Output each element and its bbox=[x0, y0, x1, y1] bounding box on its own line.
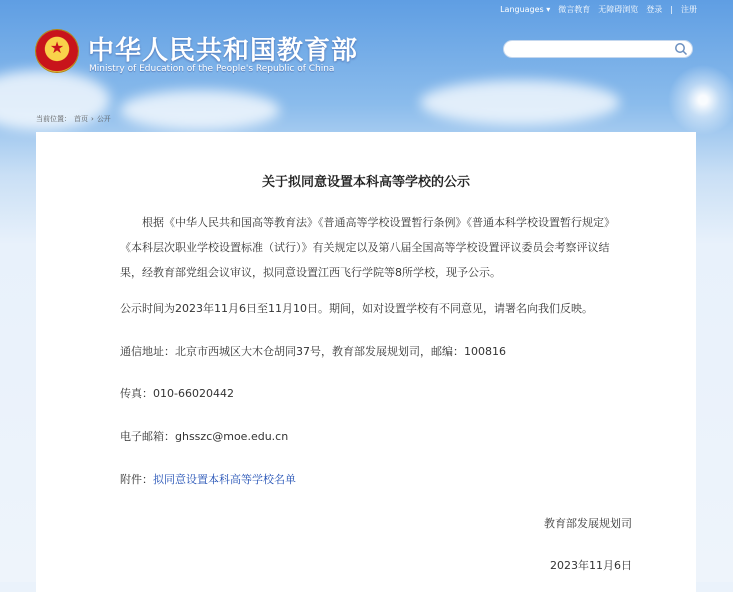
article-title: 关于拟同意设置本科高等学校的公示 bbox=[261, 175, 470, 190]
register-link[interactable]: 注册 bbox=[681, 5, 697, 14]
signature: 教育部发展规划司 bbox=[544, 517, 632, 530]
separator: | bbox=[670, 5, 673, 14]
breadcrumb-separator: › bbox=[91, 115, 94, 123]
site-subtitle: Ministry of Education of the People's Republic of China bbox=[89, 64, 335, 74]
notice-period: 公示时间为2023年11月6日至11月10日。期间，如对设置学校有不同意见，请署名向我们反映。 bbox=[120, 302, 593, 315]
site-title[interactable]: 中华人民共和国教育部 bbox=[88, 36, 359, 66]
email: 电子邮箱：ghsszc@moe.edu.cn bbox=[120, 430, 289, 443]
languages-link[interactable]: Languages ▾ bbox=[500, 5, 551, 14]
fax: 传真：010-66020442 bbox=[120, 387, 234, 400]
cloud-decoration bbox=[120, 90, 280, 130]
breadcrumb-current[interactable]: 公开 bbox=[96, 115, 111, 123]
accessibility-link[interactable]: 无障碍浏览 bbox=[598, 5, 639, 14]
address: 通信地址：北京市西城区大木仓胡同37号，教育部发展规划司，邮编：100816 bbox=[120, 345, 506, 358]
search-icon[interactable] bbox=[674, 42, 688, 56]
weiyan-link[interactable]: 微言教育 bbox=[558, 5, 591, 14]
login-link[interactable]: 登录 bbox=[646, 5, 663, 14]
attachment bbox=[120, 471, 296, 487]
national-emblem-icon bbox=[36, 30, 78, 72]
top-links bbox=[500, 4, 697, 15]
breadcrumb bbox=[36, 114, 114, 124]
attachment-link[interactable]: 拟同意设置本科高等学校名单 bbox=[153, 473, 296, 486]
search-input[interactable] bbox=[503, 40, 693, 58]
cloud-decoration bbox=[420, 80, 620, 125]
publish-date: 2023年11月6日 bbox=[550, 559, 632, 572]
breadcrumb-home[interactable]: 首页 bbox=[74, 115, 88, 123]
attachment-label: 附件： bbox=[120, 473, 153, 486]
article-panel bbox=[36, 132, 696, 592]
breadcrumb-label: 当前位置： bbox=[36, 115, 71, 123]
article-body: 根据《中华人民共和国高等教育法》《普通高等学校设置暂行条例》《普通本科学校设置暂行规定》《本科层次职业学校设置标准（试行）》有关规定以及第八届全国高等学校设置评议委员会考察评议结果，经教育部党组会议审议，拟同意设置江西飞行学院等8所学校，现予公示。 bbox=[120, 216, 615, 279]
dandelion-decoration bbox=[663, 60, 733, 140]
